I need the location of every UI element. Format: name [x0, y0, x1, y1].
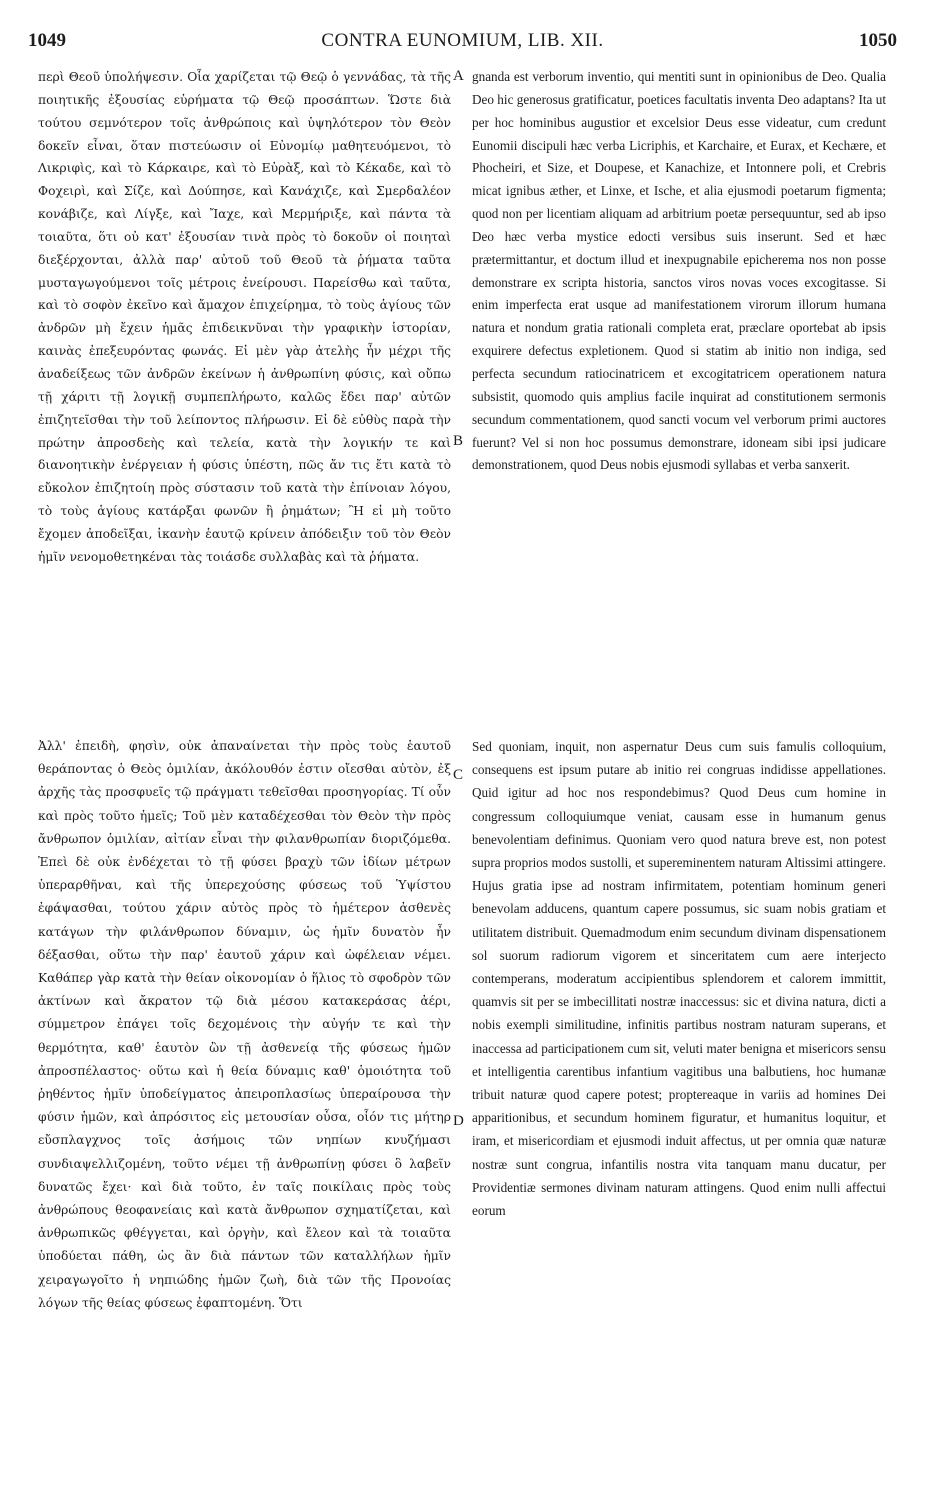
page-number-left: 1049 — [28, 30, 66, 51]
greek-column-bottom — [38, 735, 451, 1315]
page-header — [28, 30, 897, 60]
latin-column-bottom — [472, 735, 886, 1222]
greek-paragraph-1: περὶ Θεοῦ ὑπολήψεσιν. Οἷα χαρίζεται τῷ Θεῷ ὁ γεννάδας, τὰ τῆς ποιητικῆς ἐξουσίας εὑρήματα τῷ Θεῷ προσάπτων. Ὥστε διὰ τούτου σεμνότερον τοῖς ἀνθρώποις καὶ ὑψηλότερον τὸν Θεὸν δοκεῖν εἶναι, ὅταν πιστεύωσιν οἱ Εὐνομίῳ μαθητευόμενοι, τὸ Λικριφὶς, καὶ τὸ Κάρκαιρε, καὶ τὸ Εὐρὰξ, καὶ τὸ Κέκαδε, καὶ τὸ Φοχειρὶ, καὶ Σίζε, καὶ Δούπησε, καὶ Κανάχιζε, καὶ Σμερδαλέον κονάβιζε, καὶ Λίγξε, καὶ Ἴαχε, καὶ Μερμήριξε, καὶ πάντα τὰ τοιαῦτα, ὅτι οὐ κατ' ἐξουσίαν τινὰ πρὸς τὸ δοκοῦν οἱ ποιηταὶ διεξέρχονται, ἀλλὰ παρ' αὐτοῦ τοῦ Θεοῦ τὰ ῥήματα ταῦτα μυσταγωγούμενοι τοῖς μέτροις ἐνείρουσι. Παρείσθω καὶ ταῦτα, καὶ τὸ σοφὸν ἐκεῖνο καὶ ἄμαχον ἐπιχείρημα, τὸ τοὺς ἁγίους τῶν ἀνδρῶν μὴ ἔχειν ἡμᾶς ἐπιδεικνῦναι τὴν γραφικὴν ἱστορίαν, καινὰς ἐπεξευρόντας φωνάς. Εἰ μὲν γὰρ ἀτελὴς ἦν μέχρι τῆς ἀναδείξεως τῶν ἀνδρῶν ἐκείνων ἡ ἀνθρωπίνη φύσις, καὶ οὔπω τῇ χάριτι τῇ λογικῇ συμπεπλήρωτο, καλῶς ἔδει παρ' αὐτῶν ἐπιζητεῖσθαι τὴν τοῦ λείποντος πλήρωσιν. Εἰ δὲ εὐθὺς παρὰ τὴν πρώτην ἀπροσδεὴς καὶ τελεία, κατὰ τὴν λογικήν τε καὶ διανοητικὴν ἐνέργειαν ἡ φύσις ὑπέστη, πῶς ἄν τις ἔτι κατὰ τὸ εὔκολον ἐπιζητοίη πρὸς σύστασιν τοῦ κατὰ τὴν ἐπίνοιαν λόγου, τὸ τοὺς ἁγίους κατάρξαι φωνῶν ἢ ῥημάτων; Ἢ εἰ μὴ τοῦτο ἔχομεν ἀποδεῖξαι, ἱκανὴν ἑαυτῷ κρίνειν ἀπόδειξιν τοῦ τὸν Θεὸν ἡμῖν νενομοθετηκέναι τὰς τοιάσδε συλλαβὰς καὶ τὰ ῥήματα. — [38, 70, 451, 564]
margin-marker-a: A — [453, 68, 464, 84]
margin-marker-c: C — [453, 767, 464, 783]
latin-paragraph-1: gnanda est verborum inventio, qui mentiti sunt in opinionibus de Deo. Qualia Deo hic generosus gratificatur, poetices facultatis inventa Deo adaptans? Ita ut per hoc hominibus augustior et excelsior Deus esse videatur, cum credunt Eunomii discipuli hæc verba Licriphis, et Karchaire, et Eurax, et Kechære, et Phocheiri, et Size, et Doupese, et Kanachize, et Intonnere poli, et Crebris micat ignibus æther, et Linxe, et Ische, et alia ejusmodi poetarum figmenta; quod non per licentiam aliquam ad arbitrium poetæ persequuntur, sed ab ipso Deo hæc verba mystice edocti versibus suis inserunt. Sed et hæc prætermittantur, et doctum illud et inexpugnabile epicherema nos non posse demonstrare ex scripta historia, sanctos viros novas voces excogitasse. Si enim imperfecta erat usque ad manifestationem virorum illorum humana natura et nondum gratia rationali completa erat, præclare oportebat ab ipsis exquirere defectus expletionem. Quod si statim ab initio non indiga, sed perfecta secundum ratiocinatricem et excogitatricem operationem natura subsistit, quomodo quis amplius facile inquirat ad constitutionem sermonis secundum commentationem, quod sancti vocum vel verborum primi auctores fuerunt? Vel si non hoc possumus demonstrare, idoneam sibi ipsi judicare demonstrationem, quod Deus nobis ejusmodi syllabas et verba sanxerit. — [472, 69, 886, 473]
page-number-right: 1050 — [859, 30, 897, 51]
latin-paragraph-2: Sed quoniam, inquit, non aspernatur Deus cum suis famulis colloquium, consequens est ipsum putare ab initio rei congruas indidisse appellationes. Quid igitur ad hoc nos respondebimus? Quod Deus cum homine in congressum colloquiumque veniat, causam esse in humanum genus benevolentiam definimus. Quoniam vero quod natura breve est, non potest supra proprios modos sustolli, et supereminentem naturam Altissimi attingere. Hujus gratia ipse ad nostram infirmitatem, potentiam hominum generi benevolam adducens, quantum capere possumus, sic suam nobis gratiam et utilitatem distribuit. Quemadmodum enim secundum divinam dispensationem sol suorum radiorum vigorem et sinceritatem cum aere interjecto contemperans, moderatum accipientibus splendorem et calorem immittit, quamvis sit per se imbecillitati nostræ inaccessus: sic et divina natura, dicti a nobis exempli similitudine, infinitis partibus nostram naturam superans, et inaccessa ad participationem cum sit, veluti mater benigna et misericors sensu et intelligentia carentibus infantium vagitibus una balbutiens, hoc humanæ tribuit naturæ quod capere potest; proptereaque in variis ad homines Dei apparitionibus, et secundum hominem figuratur, et humanitus loquitur, et iram, et misericordiam et ejusmodi induit affectus, ut per omnia quæ naturæ nostræ sunt congrua, infantilis nostra vita tanquam manu ducatur, per Providentiæ sermones divinam naturam attingens. Quod enim nulli affectui eorum — [472, 739, 886, 1219]
margin-marker-d: D — [453, 1113, 464, 1129]
margin-marker-b: B — [453, 433, 464, 449]
latin-column-top — [472, 66, 886, 477]
greek-paragraph-2: Ἀλλ' ἐπειδὴ, φησὶν, οὐκ ἀπαναίνεται τὴν πρὸς τοὺς ἑαυτοῦ θεράποντας ὁ Θεὸς ὁμιλίαν, ἀκόλουθόν ἐστιν οἴεσθαι αὐτὸν, ἐξ ἀρχῆς τὰς προσφυεῖς τῷ πράγματι τεθεῖσθαι προσηγορίας. Τί οὖν καὶ πρὸς τοῦτο ἡμεῖς; Τοῦ μὲν καταδέχεσθαι τὸν Θεὸν τὴν πρὸς ἄνθρωπον ὁμιλίαν, αἰτίαν εἶναι τὴν φιλανθρωπίαν διοριζόμεθα. Ἐπεὶ δὲ οὐκ ἐνδέχεται τὸ τῇ φύσει βραχὺ τῶν ἰδίων μέτρων ὑπεραρθῆναι, καὶ τῆς ὑπερεχούσης φύσεως τοῦ Ὑψίστου ἐφάψασθαι, τούτου χάριν αὐτὸς πρὸς τὸ ἡμέτερον ἀσθενὲς κατάγων τὴν φιλάνθρωπον δύναμιν, ὡς ἡμῖν δυνατὸν ἦν δέξασθαι, οὕτω τὴν παρ' ἑαυτοῦ χάριν καὶ ὠφέλειαν νέμει. Καθάπερ γὰρ κατὰ τὴν θείαν οἰκονομίαν ὁ ἥλιος τὸ σφοδρὸν τῶν ἀκτίνων καὶ ἄκρατον τῷ διὰ μέσου κατακεράσας ἀέρι, σύμμετρον ἐπάγει τοῖς δεχομένοις τὴν αὐγήν τε καὶ τὴν θερμότητα, καθ' ἑαυτὸν ὢν τῇ ἀσθενείᾳ τῆς φύσεως ἡμῶν ἀπροσπέλαστος· οὕτω καὶ ἡ θεία δύναμις καθ' ὁμοιότητα τοῦ ῥηθέντος ἡμῖν ὑποδείγματος ἀπειροπλασίως ὑπεραίρουσα τὴν φύσιν ἡμῶν, καὶ ἀπρόσιτος εἰς μετουσίαν οὖσα, οἷόν τις μήτηρ εὔσπλαγχνος τοῖς ἀσήμοις τῶν νηπίων κνυζήμασι συνδιαψελλιζομένη, τοῦτο νέμει τῇ ἀνθρωπίνῃ φύσει ὃ λαβεῖν δυνατῶς ἔχει· καὶ διὰ τοῦτο, ἐν ταῖς ποικίλαις πρὸς τοὺς ἀνθρώπους θεοφανείαις καὶ κατὰ ἄνθρωπον σχηματίζεται, καὶ ἀνθρωπικῶς φθέγγεται, καὶ ὀργὴν, καὶ ἔλεον καὶ τὰ τοιαῦτα ὑποδύεται πάθη, ὡς ἂν διὰ πάντων τῶν καταλλήλων ἡμῖν χειραγωγοῖτο ἡ νηπιώδης ἡμῶν ζωὴ, διὰ τῶν τῆς Προνοίας λόγων τῆς θείας φύσεως ἐφαπτομένη. Ὅτι — [38, 739, 451, 1310]
running-title: CONTRA EUNOMIUM, LIB. XII. — [321, 30, 604, 51]
greek-column-top — [38, 66, 451, 569]
